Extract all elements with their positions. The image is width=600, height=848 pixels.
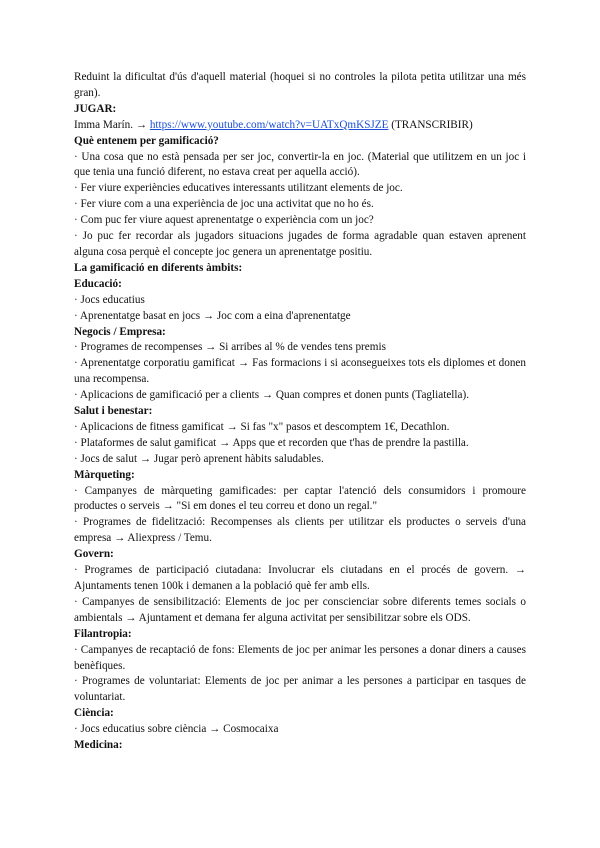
gamificacio-question-heading: Què entenem per gamificació? [74, 134, 219, 147]
imma-suffix: (TRANSCRIBIR) [388, 118, 473, 131]
salut-heading: Salut i benestar: [74, 405, 153, 418]
imma-prefix: Imma Marín. → [74, 118, 150, 131]
list-item: · Aplicacions de gamificació per a clients → Quan compres et donen punts (Tagliatella). [74, 389, 469, 402]
filantropia-heading: Filantropia: [74, 627, 132, 640]
list-item: · Campanyes de màrqueting gamificades: per captar l'atenció dels consumidors i promoure productes o serveis → "Si em dones el teu correu et dono un regal." [74, 484, 526, 513]
intro-paragraph: Reduint la dificultat d'ús d'aquell material (hoquei si no controles la pilota petita utilitzar una més gran). [74, 71, 526, 99]
list-item: · Jo puc fer recordar als jugadors situacions jugades de forma agradable quan estaven aprenent alguna cosa perquè el concepte joc genera un aprenentatge positiu. [74, 230, 526, 258]
govern-heading: Govern: [74, 548, 114, 561]
marqueting-heading: Màrqueting: [74, 468, 135, 481]
list-item: · Programes de fidelització: Recompenses als clients per utilitzar els productes o serveis d'una empresa → Aliexpress / Temu. [74, 516, 526, 545]
list-item: · Jocs educatius [74, 293, 145, 306]
list-item: · Programes de recompenses → Si arribes al % de vendes tens premis [74, 341, 386, 354]
list-item: · Programes de participació ciutadana: Involucrar els ciutadans en el procés de govern. → Ajuntaments tenen 100k i demanen a la població què fer amb ells. [74, 564, 526, 592]
list-item: · Campanyes de sensibilització: Elements de joc per conscienciar sobre diferents temes socials o ambientals → Ajuntament et demana fer alguna activitat per sensibilitzar sobre els ODS. [74, 595, 526, 624]
medicina-heading: Medicina: [74, 739, 123, 752]
jugar-heading: JUGAR: [74, 102, 117, 115]
list-item: · Fer viure experiències educatives interessants utilitzant elements de joc. [74, 182, 403, 195]
ambits-heading: La gamificació en diferents àmbits: [74, 261, 243, 274]
list-item: · Aprenentatge basat en jocs → Joc com a eina d'aprenentatge [74, 309, 351, 322]
list-item: · Una cosa que no està pensada per ser joc, convertir-la en joc. (Material que utilitzem en un joc i que tenia una funció diferent, no estava creat per aquella acció). [74, 150, 526, 179]
list-item: · Aplicacions de fitness gamificat → Si fas "x" pasos et descomptem 1€, Decathlon. [74, 420, 450, 433]
list-item: · Programes de voluntariat: Elements de joc per animar a les persones a participar en tasques de voluntariat. [74, 675, 526, 704]
imma-marin-line [74, 118, 526, 134]
negocis-heading: Negocis / Empresa: [74, 325, 166, 338]
list-item: · Aprenentatge corporatiu gamificat → Fas formacions i si aconsegueixes tots els diplomes et donen una recompensa. [74, 357, 526, 386]
list-item: · Jocs de salut → Jugar però aprenent hàbits saludables. [74, 452, 324, 465]
youtube-link[interactable]: https://www.youtube.com/watch?v=UATxQmKSJZE [149, 118, 389, 131]
list-item: · Plataformes de salut gamificat → Apps que et recorden que t'has de prendre la pastilla. [74, 436, 469, 449]
list-item: · Com puc fer viure aquest aprenentatge o experiència com un joc? [74, 214, 374, 227]
list-item: · Fer viure com a una experiència de joc una activitat que no ho és. [74, 198, 374, 211]
list-item: · Jocs educatius sobre ciència → Cosmocaixa [74, 723, 279, 736]
educacio-heading: Educació: [74, 277, 122, 290]
ciencia-heading: Ciència: [74, 707, 114, 720]
list-item: · Campanyes de recaptació de fons: Elements de joc per animar les persones a donar diners a causes benèfiques. [74, 643, 526, 672]
